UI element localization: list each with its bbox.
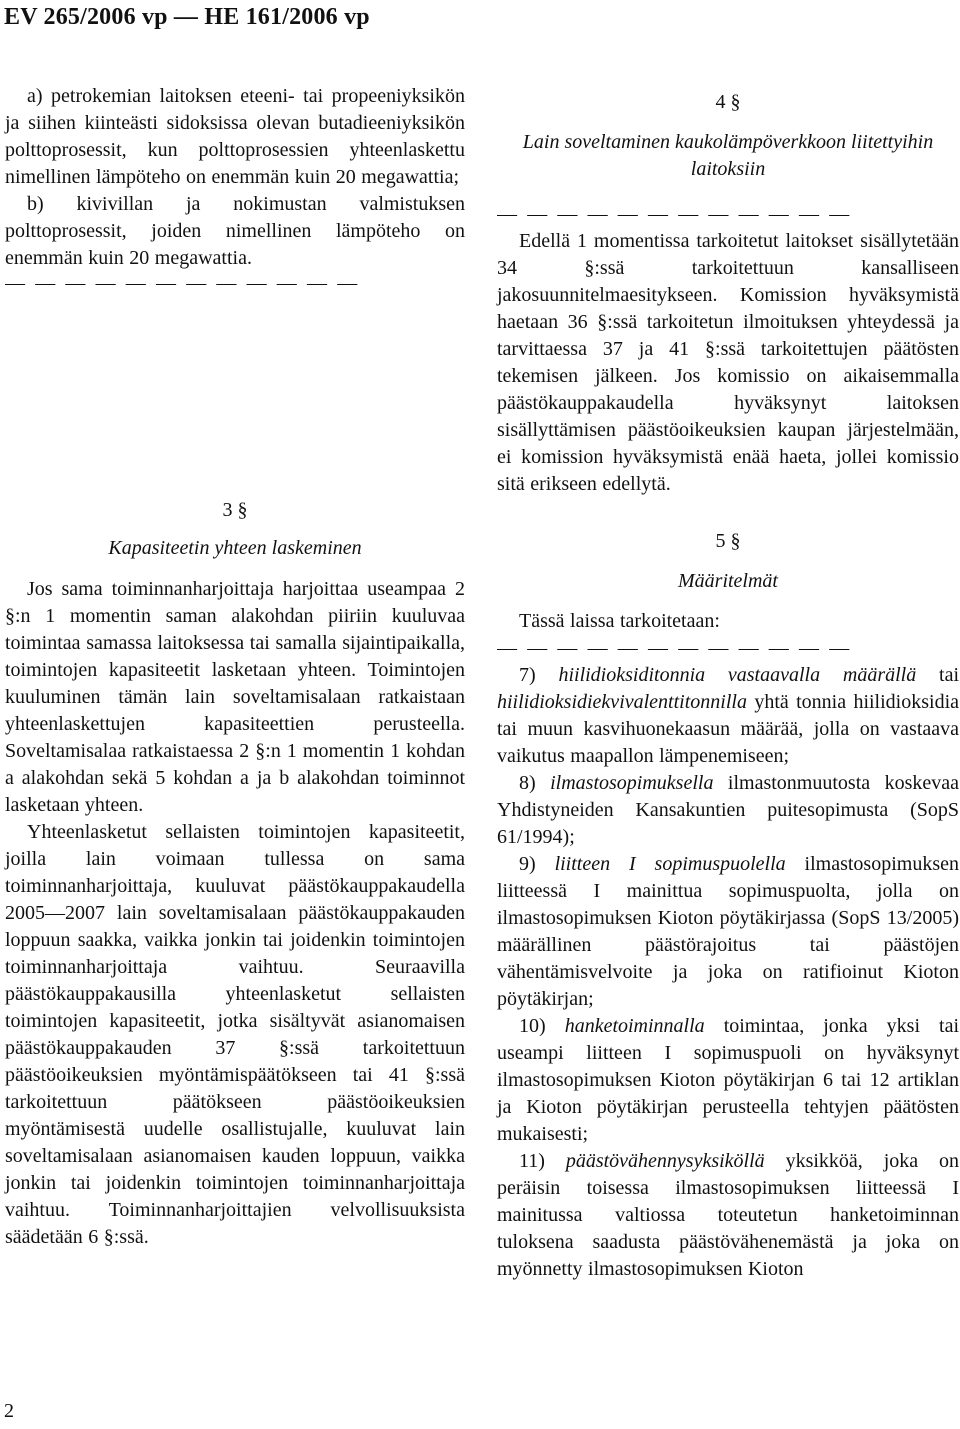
paragraph-item-b: b) kivivillan ja nokimustan valmistuksen polttoprosessit, joiden nimellinen lämpöteho on enemmän kuin 20 megawattia. <box>5 193 465 269</box>
defined-term: ilmastosopimuksella <box>550 772 714 794</box>
defined-term: hiilidioksidiekvivalenttitonnilla <box>497 691 747 713</box>
definition-text: ilmastonmuutosta koskevaa Yhdistyneiden Kansakuntien puitesopimusta (SopS 61/1994); <box>497 772 960 848</box>
section-5-number: 5 § <box>715 530 741 552</box>
page-number: 2 <box>4 1400 14 1422</box>
definition-item-8 <box>497 770 959 851</box>
definition-item-10 <box>497 1013 959 1148</box>
page-header: EV 265/2006 vp — HE 161/2006 vp <box>4 4 370 30</box>
paragraph-item-a: a) petrokemian laitoksen eteeni- tai propeeniyksikön ja siihen kiinteästi sidoksissa olevan butadieeniyksikön polttoprosessit, kun polttoprosessien yhteenlaskettu nimellinen lämpöteho on enemmän kuin 20 megawattia; <box>5 85 465 188</box>
item-number: 7) <box>519 664 536 686</box>
definition-text: yksikköä, joka on peräisin toisessa ilmastosopimuksen liitteessä I mainitussa valtiossa toteutetun hanketoiminnan tuloksena saadusta päästövähenemästä ja joka on myönnetty ilmastosopimuksen Kioton <box>497 1150 960 1280</box>
omission-dashes: — — — — — — — — — — — — <box>5 272 360 294</box>
defined-term: liitteen I sopimuspuolella <box>554 853 786 875</box>
section-4-number: 4 § <box>715 91 741 113</box>
definition-text: ilmastosopimuksen liitteessä I mainittua sopimuspuolta, jolla on ilmastosopimuksen Kioton pöytäkirjassa (SopS 13/2005) määrällinen päästörajoitus tai päästöjen vähentämisvelvoite ja joka on ratifioinut Kioton pöytäkirjan; <box>497 853 959 1010</box>
section-5-title: Määritelmät <box>678 570 778 592</box>
item-number: 10) <box>519 1015 546 1037</box>
item-number: 9) <box>519 853 536 875</box>
item-number: 8) <box>519 772 536 794</box>
right-column <box>497 89 959 1283</box>
section-4-paragraph: Edellä 1 momentissa tarkoitetut laitokset sisällytetään 34 §:ssä tarkoitettuun kansalliseen jakosuunnitelmaesitykseen. Komission hyväksymistä haetaan 36 §:ssä tarkoitetun ilmoituksen yhteydessä ja tarvittaessa 37 ja 41 §:ssä tarkoitettujen päätösten tekemisen jälkeen. Jos komissio on aikaisemmalla päästökauppakaudella hyväksynyt laitoksen sisällyttämisen päästöoikeuksien kaupan järjestelmään, ei komission hyväksymistä enää haeta, jollei komissio sitä erikseen edellytä. <box>497 230 959 495</box>
section-3-paragraph-2: Yhteenlasketut sellaisten toimintojen kapasiteetit, joilla lain voimaan tullessa on sama toiminnanharjoittaja, kuuluvat päästökauppakaudella 2005—2007 lain soveltamisalaan päästökauppakauden loppuun saakka, vaikka jonkin tai joidenkin toimintojen toiminnanharjoittaja vaihtuu. Seuraavilla päästökauppakausilla yhteenlasketut sellaisten toimintojen kapasiteetit, jotka sisältyvät asianomaisen päästökauppakauden 37 §:ssä tarkoitettuun päästöoikeuksien myöntämispäätökseen tai 41 §:ssä tarkoitettuun päätökseen päästöoikeuksien myöntämisestä uudelle osallistujalle, kuuluvat lain soveltamisalaan asianomaisen kauden loppuun, vaikka jonkin tai joidenkin toimintojen toiminnanharjoittaja vaihtuu. Toiminnanharjoittajien velvollisuuksista säädetään 6 §:ssä. <box>5 821 465 1248</box>
definition-text: tai <box>939 664 960 686</box>
item-number: 11) <box>519 1150 545 1172</box>
left-column <box>5 83 465 1251</box>
omission-dashes: — — — — — — — — — — — — <box>497 637 852 659</box>
defined-term: päästövähennysyksiköllä <box>565 1150 765 1172</box>
section-3-title: Kapasiteetin yhteen laskeminen <box>108 537 362 559</box>
section-4-title: Lain soveltaminen kaukolämpöverkkoon liitettyihin laitoksiin <box>522 131 934 180</box>
definition-text: toimintaa, jonka yksi tai useampi liitteen I sopimuspuoli on hyväksynyt ilmastosopimuksen Kioton pöytäkirjan 6 tai 12 artiklan ja Kioton pöytäkirjan perusteella tehtyjen päätösten mukaisesti; <box>497 1015 960 1145</box>
definition-item-7 <box>497 662 959 770</box>
section-3-number: 3 § <box>222 499 248 521</box>
defined-term: hiilidioksiditonnia vastaavalla määrällä <box>558 664 917 686</box>
section-3-paragraph-1: Jos sama toiminnanharjoittaja harjoittaa useampaa 2 §:n 1 momentin saman alakohdan piiriin kuuluvaa toimintaa samassa laitoksessa tai samalla sijaintipaikalla, toimintojen kapasiteetit lasketaan yhteen. Toimintojen kuuluminen tämän lain soveltamisalaan ratkaistaan yhteenlaskettujen kapasiteettien perusteella. Soveltamisalaa ratkaistaessa 2 §:n 1 momentin 1 kohdan a alakohdan sekä 5 kohdan a ja b alakohdan toiminnot lasketaan yhteen. <box>5 578 465 816</box>
definition-item-9 <box>497 851 959 1013</box>
section-5-intro: Tässä laissa tarkoitetaan: <box>519 610 720 632</box>
defined-term: hanketoiminnalla <box>564 1015 705 1037</box>
omission-dashes: — — — — — — — — — — — — <box>497 203 852 225</box>
definition-text: yhtä tonnia hiilidioksidia tai muun kasvihuonekaasun määrää, jolla on vastaava vaikutus maapallon lämpenemiseen; <box>497 691 960 767</box>
definition-item-11 <box>497 1148 959 1283</box>
